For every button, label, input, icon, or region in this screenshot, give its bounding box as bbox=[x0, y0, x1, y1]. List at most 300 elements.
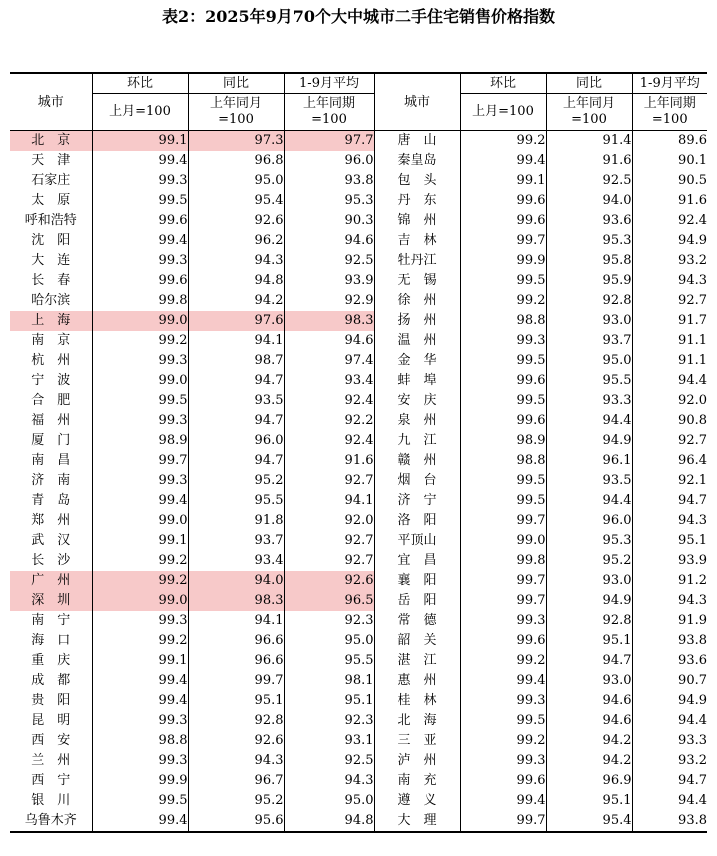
avg-value-right: 95.1 bbox=[632, 531, 707, 551]
yoy-value-right: 94.2 bbox=[546, 751, 632, 771]
yoy-value-left: 94.3 bbox=[188, 751, 284, 771]
city-name-right: 无 锡 bbox=[374, 271, 460, 291]
yoy-value-right: 94.6 bbox=[546, 711, 632, 731]
table-row bbox=[10, 391, 707, 411]
yoy-base-right-text: 上年同月=100 bbox=[562, 96, 615, 127]
city-name-left: 长 沙 bbox=[31, 553, 71, 568]
mom-value-left: 98.9 bbox=[92, 431, 188, 451]
table-row bbox=[10, 551, 707, 571]
avg-value-right: 94.7 bbox=[632, 771, 707, 791]
yoy-value-left: 99.7 bbox=[188, 671, 284, 691]
mom-value-left: 99.4 bbox=[92, 491, 188, 511]
yoy-value-right: 95.1 bbox=[546, 791, 632, 811]
table-row bbox=[10, 351, 707, 371]
city-name-left: 合 肥 bbox=[31, 393, 71, 408]
avg-value-left: 91.6 bbox=[284, 451, 374, 471]
yoy-value-right: 96.1 bbox=[546, 451, 632, 471]
yoy-value-right: 95.2 bbox=[546, 551, 632, 571]
yoy-value-right: 91.4 bbox=[546, 131, 632, 152]
mom-value-left: 99.3 bbox=[92, 411, 188, 431]
avg-value-left: 92.7 bbox=[284, 471, 374, 491]
yoy-value-left: 95.1 bbox=[188, 691, 284, 711]
city-name-right: 大 理 bbox=[374, 811, 460, 832]
avg-value-left: 97.4 bbox=[284, 351, 374, 371]
avg-base-left-text: 上年同期=100 bbox=[302, 96, 355, 127]
avg-value-right: 91.6 bbox=[632, 191, 707, 211]
yoy-value-right: 95.3 bbox=[546, 231, 632, 251]
avg-value-left: 92.4 bbox=[284, 431, 374, 451]
yoy-value-right: 92.5 bbox=[546, 171, 632, 191]
city-name-right: 唐 山 bbox=[374, 131, 460, 152]
mom-value-left: 99.3 bbox=[92, 611, 188, 631]
city-name-left: 重 庆 bbox=[31, 653, 71, 668]
city-name-left: 兰 州 bbox=[31, 753, 71, 768]
yoy-value-left: 95.4 bbox=[188, 191, 284, 211]
avg-value-left: 92.4 bbox=[284, 391, 374, 411]
mom-value-left: 99.5 bbox=[92, 191, 188, 211]
avg-value-right: 93.9 bbox=[632, 551, 707, 571]
mom-value-left: 99.6 bbox=[92, 211, 188, 231]
avg-value-right: 94.3 bbox=[632, 511, 707, 531]
city-name-left: 哈尔滨 bbox=[31, 293, 71, 308]
avg-value-right: 90.5 bbox=[632, 171, 707, 191]
avg-value-right: 94.9 bbox=[632, 231, 707, 251]
city-name-right: 泸 州 bbox=[374, 751, 460, 771]
avg-value-left: 96.0 bbox=[284, 151, 374, 171]
mom-value-right: 99.6 bbox=[460, 371, 546, 391]
table-row bbox=[10, 371, 707, 391]
avg-value-left: 93.8 bbox=[284, 171, 374, 191]
yoy-value-left: 94.8 bbox=[188, 271, 284, 291]
yoy-value-right: 95.5 bbox=[546, 371, 632, 391]
table-row bbox=[10, 751, 707, 771]
table-row bbox=[10, 411, 707, 431]
city-name-left: 石家庄 bbox=[31, 173, 71, 188]
avg-value-right: 94.4 bbox=[632, 711, 707, 731]
yoy-value-right: 94.9 bbox=[546, 431, 632, 451]
mom-value-left: 99.2 bbox=[92, 551, 188, 571]
yoy-value-right: 95.0 bbox=[546, 351, 632, 371]
city-name-left: 昆 明 bbox=[31, 713, 71, 728]
mom-value-right: 98.8 bbox=[460, 451, 546, 471]
table-row bbox=[10, 491, 707, 511]
yoy-value-left: 93.5 bbox=[188, 391, 284, 411]
mom-value-left: 99.2 bbox=[92, 631, 188, 651]
city-name-right: 湛 江 bbox=[374, 651, 460, 671]
avg-value-right: 91.1 bbox=[632, 331, 707, 351]
yoy-base-right bbox=[546, 94, 632, 131]
avg-value-left: 97.7 bbox=[284, 131, 374, 152]
yoy-value-left: 94.0 bbox=[188, 571, 284, 591]
city-name-right: 九 江 bbox=[374, 431, 460, 451]
city-name-left: 南 昌 bbox=[31, 453, 71, 468]
yoy-value-left: 92.6 bbox=[188, 211, 284, 231]
avg-value-left: 92.7 bbox=[284, 551, 374, 571]
avg-value-right: 90.8 bbox=[632, 411, 707, 431]
table-row bbox=[10, 671, 707, 691]
city-name-right: 岳 阳 bbox=[374, 591, 460, 611]
yoy-value-left: 94.1 bbox=[188, 331, 284, 351]
yoy-value-right: 92.8 bbox=[546, 291, 632, 311]
mom-value-right: 99.4 bbox=[460, 671, 546, 691]
yoy-header-right: 同比 bbox=[546, 73, 632, 94]
mom-value-left: 99.3 bbox=[92, 751, 188, 771]
mom-value-left: 99.3 bbox=[92, 711, 188, 731]
mom-value-right: 99.2 bbox=[460, 291, 546, 311]
table-row bbox=[10, 791, 707, 811]
mom-value-right: 99.5 bbox=[460, 471, 546, 491]
yoy-value-right: 95.8 bbox=[546, 251, 632, 271]
mom-value-left: 99.5 bbox=[92, 391, 188, 411]
avg-value-left: 98.1 bbox=[284, 671, 374, 691]
city-name-left: 呼和浩特 bbox=[24, 213, 77, 228]
mom-value-left: 99.0 bbox=[92, 591, 188, 611]
yoy-value-right: 93.5 bbox=[546, 471, 632, 491]
table-body bbox=[10, 131, 707, 833]
table-row bbox=[10, 151, 707, 171]
avg-value-right: 89.6 bbox=[632, 131, 707, 152]
mom-base-right: 上月=100 bbox=[460, 94, 546, 131]
avg-value-right: 93.8 bbox=[632, 811, 707, 832]
city-name-left: 天 津 bbox=[31, 153, 71, 168]
mom-value-right: 99.5 bbox=[460, 491, 546, 511]
mom-value-left: 99.4 bbox=[92, 691, 188, 711]
city-header-left: 城市 bbox=[10, 73, 92, 131]
table-row bbox=[10, 591, 707, 611]
avg-value-right: 91.9 bbox=[632, 611, 707, 631]
yoy-value-left: 91.8 bbox=[188, 511, 284, 531]
yoy-value-right: 91.6 bbox=[546, 151, 632, 171]
table-row bbox=[10, 291, 707, 311]
table-row bbox=[10, 451, 707, 471]
yoy-base-left bbox=[188, 94, 284, 131]
city-name-left: 大 连 bbox=[31, 253, 71, 268]
city-name-left: 贵 阳 bbox=[31, 693, 71, 708]
mom-value-right: 99.7 bbox=[460, 811, 546, 832]
table-row bbox=[10, 431, 707, 451]
mom-value-left: 99.4 bbox=[92, 231, 188, 251]
city-name-left: 长 春 bbox=[31, 273, 71, 288]
city-name-left: 成 都 bbox=[31, 673, 71, 688]
mom-value-left: 99.6 bbox=[92, 271, 188, 291]
city-name-left: 沈 阳 bbox=[31, 233, 71, 248]
city-name-right: 韶 关 bbox=[374, 631, 460, 651]
city-name-left: 银 川 bbox=[31, 793, 71, 808]
mom-value-left: 99.9 bbox=[92, 771, 188, 791]
city-name-right: 牡丹江 bbox=[374, 251, 460, 271]
city-name-right: 安 庆 bbox=[374, 391, 460, 411]
city-name-right: 南 充 bbox=[374, 771, 460, 791]
avg-value-right: 94.7 bbox=[632, 491, 707, 511]
yoy-value-right: 95.3 bbox=[546, 531, 632, 551]
yoy-header-left: 同比 bbox=[188, 73, 284, 94]
page-title: 表2：2025年9月70个大中城市二手住宅销售价格指数 bbox=[161, 7, 556, 26]
mom-value-left: 99.0 bbox=[92, 511, 188, 531]
city-name-left: 西 宁 bbox=[31, 773, 71, 788]
avg-value-left: 92.5 bbox=[284, 251, 374, 271]
avg-value-left: 94.6 bbox=[284, 331, 374, 351]
city-name-left: 杭 州 bbox=[31, 353, 71, 368]
mom-value-right: 99.7 bbox=[460, 591, 546, 611]
avg-value-right: 92.7 bbox=[632, 291, 707, 311]
mom-value-left: 99.0 bbox=[92, 371, 188, 391]
city-name-right: 赣 州 bbox=[374, 451, 460, 471]
avg-value-right: 96.4 bbox=[632, 451, 707, 471]
mom-value-right: 99.5 bbox=[460, 271, 546, 291]
mom-value-right: 99.8 bbox=[460, 551, 546, 571]
avg-value-left: 92.2 bbox=[284, 411, 374, 431]
table-row bbox=[10, 311, 707, 331]
avg-base-left bbox=[284, 94, 374, 131]
mom-value-right: 99.4 bbox=[460, 791, 546, 811]
yoy-value-left: 98.7 bbox=[188, 351, 284, 371]
table-row bbox=[10, 691, 707, 711]
mom-value-left: 99.2 bbox=[92, 571, 188, 591]
city-name-right: 徐 州 bbox=[374, 291, 460, 311]
city-name-left: 乌鲁木齐 bbox=[10, 811, 92, 832]
avg-base-right bbox=[632, 94, 707, 131]
avg-value-right: 94.4 bbox=[632, 371, 707, 391]
avg-value-left: 94.6 bbox=[284, 231, 374, 251]
avg-value-left: 95.0 bbox=[284, 791, 374, 811]
yoy-value-right: 93.0 bbox=[546, 311, 632, 331]
avg-value-left: 92.3 bbox=[284, 611, 374, 631]
table-row bbox=[10, 631, 707, 651]
city-name-left: 西 安 bbox=[31, 733, 71, 748]
avg-value-right: 93.2 bbox=[632, 751, 707, 771]
avg-value-left: 92.9 bbox=[284, 291, 374, 311]
yoy-value-left: 97.3 bbox=[188, 131, 284, 152]
yoy-value-left: 96.6 bbox=[188, 631, 284, 651]
yoy-value-left: 98.3 bbox=[188, 591, 284, 611]
city-name-right: 金 华 bbox=[374, 351, 460, 371]
city-name-right: 桂 林 bbox=[374, 691, 460, 711]
avg-value-left: 96.5 bbox=[284, 591, 374, 611]
avg-value-right: 94.3 bbox=[632, 271, 707, 291]
city-name-right: 包 头 bbox=[374, 171, 460, 191]
city-name-left: 广 州 bbox=[10, 571, 92, 591]
city-name-right: 锦 州 bbox=[374, 211, 460, 231]
yoy-value-right: 93.0 bbox=[546, 671, 632, 691]
city-name-right: 洛 阳 bbox=[374, 511, 460, 531]
city-name-right: 蚌 埠 bbox=[374, 371, 460, 391]
avg-value-left: 95.1 bbox=[284, 691, 374, 711]
yoy-value-right: 95.1 bbox=[546, 631, 632, 651]
yoy-value-right: 94.4 bbox=[546, 491, 632, 511]
avg-value-right: 94.4 bbox=[632, 791, 707, 811]
yoy-value-left: 96.2 bbox=[188, 231, 284, 251]
mom-value-right: 99.3 bbox=[460, 691, 546, 711]
yoy-value-left: 96.7 bbox=[188, 771, 284, 791]
mom-value-right: 98.8 bbox=[460, 311, 546, 331]
avg-value-left: 94.1 bbox=[284, 491, 374, 511]
yoy-value-right: 94.9 bbox=[546, 591, 632, 611]
city-name-left: 北 京 bbox=[10, 131, 92, 152]
mom-value-right: 99.2 bbox=[460, 731, 546, 751]
city-name-right: 襄 阳 bbox=[374, 571, 460, 591]
city-name-right: 宜 昌 bbox=[374, 551, 460, 571]
table-row bbox=[10, 511, 707, 531]
mom-header-left: 环比 bbox=[92, 73, 188, 94]
mom-value-right: 99.3 bbox=[460, 751, 546, 771]
mom-value-right: 99.7 bbox=[460, 231, 546, 251]
mom-base-left: 上月=100 bbox=[92, 94, 188, 131]
yoy-value-right: 93.7 bbox=[546, 331, 632, 351]
avg-value-right: 91.7 bbox=[632, 311, 707, 331]
city-name-right: 惠 州 bbox=[374, 671, 460, 691]
table-row bbox=[10, 211, 707, 231]
city-name-left: 深 圳 bbox=[10, 591, 92, 611]
table-row bbox=[10, 271, 707, 291]
yoy-value-right: 93.6 bbox=[546, 211, 632, 231]
mom-value-right: 99.7 bbox=[460, 511, 546, 531]
avg-base-right-text: 上年同期=100 bbox=[643, 96, 696, 127]
city-name-right: 泉 州 bbox=[374, 411, 460, 431]
yoy-value-left: 95.2 bbox=[188, 471, 284, 491]
city-name-right: 吉 林 bbox=[374, 231, 460, 251]
mom-value-right: 99.6 bbox=[460, 631, 546, 651]
mom-value-right: 99.1 bbox=[460, 171, 546, 191]
mom-value-left: 99.3 bbox=[92, 471, 188, 491]
mom-value-right: 99.3 bbox=[460, 611, 546, 631]
avg-header-right: 1-9月平均 bbox=[632, 73, 707, 94]
table-row bbox=[10, 471, 707, 491]
mom-value-left: 99.1 bbox=[92, 531, 188, 551]
avg-value-left: 92.5 bbox=[284, 751, 374, 771]
city-name-left: 福 州 bbox=[31, 413, 71, 428]
city-name-left: 厦 门 bbox=[31, 433, 71, 448]
yoy-value-left: 94.3 bbox=[188, 251, 284, 271]
city-name-right: 扬 州 bbox=[374, 311, 460, 331]
city-name-right: 三 亚 bbox=[374, 731, 460, 751]
table-row bbox=[10, 811, 707, 832]
avg-value-right: 94.9 bbox=[632, 691, 707, 711]
yoy-value-right: 96.0 bbox=[546, 511, 632, 531]
mom-value-right: 99.2 bbox=[460, 651, 546, 671]
city-name-left: 南 京 bbox=[31, 333, 71, 348]
city-name-left: 青 岛 bbox=[31, 493, 71, 508]
yoy-value-right: 92.8 bbox=[546, 611, 632, 631]
avg-value-right: 93.8 bbox=[632, 631, 707, 651]
avg-value-left: 95.0 bbox=[284, 631, 374, 651]
mom-value-left: 99.3 bbox=[92, 171, 188, 191]
table-row bbox=[10, 171, 707, 191]
avg-value-left: 92.3 bbox=[284, 711, 374, 731]
yoy-value-right: 95.9 bbox=[546, 271, 632, 291]
yoy-value-left: 95.0 bbox=[188, 171, 284, 191]
yoy-value-left: 96.6 bbox=[188, 651, 284, 671]
yoy-value-left: 92.8 bbox=[188, 711, 284, 731]
avg-value-right: 90.7 bbox=[632, 671, 707, 691]
avg-value-right: 93.6 bbox=[632, 651, 707, 671]
avg-value-right: 93.2 bbox=[632, 251, 707, 271]
city-name-right: 温 州 bbox=[374, 331, 460, 351]
city-name-right: 常 德 bbox=[374, 611, 460, 631]
mom-value-right: 99.5 bbox=[460, 391, 546, 411]
table-row bbox=[10, 191, 707, 211]
mom-value-right: 99.6 bbox=[460, 191, 546, 211]
table-row bbox=[10, 231, 707, 251]
mom-header-right: 环比 bbox=[460, 73, 546, 94]
avg-value-right: 90.1 bbox=[632, 151, 707, 171]
mom-value-right: 99.6 bbox=[460, 771, 546, 791]
table-row bbox=[10, 651, 707, 671]
yoy-value-left: 94.2 bbox=[188, 291, 284, 311]
avg-value-right: 92.0 bbox=[632, 391, 707, 411]
avg-value-right: 92.1 bbox=[632, 471, 707, 491]
mom-value-left: 98.8 bbox=[92, 731, 188, 751]
yoy-value-right: 94.4 bbox=[546, 411, 632, 431]
city-name-left: 郑 州 bbox=[31, 513, 71, 528]
city-name-right: 北 海 bbox=[374, 711, 460, 731]
city-name-left: 宁 波 bbox=[31, 373, 71, 388]
yoy-value-right: 95.4 bbox=[546, 811, 632, 832]
yoy-value-left: 96.0 bbox=[188, 431, 284, 451]
yoy-value-left: 95.6 bbox=[188, 811, 284, 832]
mom-value-left: 99.1 bbox=[92, 651, 188, 671]
table-row bbox=[10, 611, 707, 631]
mom-value-right: 99.4 bbox=[460, 151, 546, 171]
avg-value-left: 94.8 bbox=[284, 811, 374, 832]
city-name-right: 烟 台 bbox=[374, 471, 460, 491]
mom-value-right: 99.6 bbox=[460, 211, 546, 231]
mom-value-left: 99.3 bbox=[92, 251, 188, 271]
avg-value-left: 93.1 bbox=[284, 731, 374, 751]
mom-value-left: 99.1 bbox=[92, 131, 188, 152]
yoy-base-left-text: 上年同月=100 bbox=[209, 96, 262, 127]
table-row bbox=[10, 131, 707, 152]
avg-header-left: 1-9月平均 bbox=[284, 73, 374, 94]
city-name-left: 济 南 bbox=[31, 473, 71, 488]
yoy-value-left: 96.8 bbox=[188, 151, 284, 171]
avg-value-left: 98.3 bbox=[284, 311, 374, 331]
yoy-value-right: 93.0 bbox=[546, 571, 632, 591]
yoy-value-right: 94.2 bbox=[546, 731, 632, 751]
mom-value-left: 99.4 bbox=[92, 671, 188, 691]
price-index-table bbox=[10, 72, 707, 833]
mom-value-right: 99.7 bbox=[460, 571, 546, 591]
avg-value-right: 93.3 bbox=[632, 731, 707, 751]
avg-value-left: 92.7 bbox=[284, 531, 374, 551]
yoy-value-left: 94.7 bbox=[188, 371, 284, 391]
yoy-value-left: 93.7 bbox=[188, 531, 284, 551]
avg-value-left: 92.6 bbox=[284, 571, 374, 591]
avg-value-left: 94.3 bbox=[284, 771, 374, 791]
avg-value-right: 94.3 bbox=[632, 591, 707, 611]
mom-value-left: 99.0 bbox=[92, 311, 188, 331]
city-name-right: 秦皇岛 bbox=[374, 151, 460, 171]
mom-value-right: 99.6 bbox=[460, 411, 546, 431]
yoy-value-left: 92.6 bbox=[188, 731, 284, 751]
mom-value-right: 99.2 bbox=[460, 131, 546, 152]
yoy-value-right: 94.6 bbox=[546, 691, 632, 711]
mom-value-right: 99.5 bbox=[460, 711, 546, 731]
avg-value-left: 95.3 bbox=[284, 191, 374, 211]
mom-value-right: 99.5 bbox=[460, 351, 546, 371]
yoy-value-right: 94.0 bbox=[546, 191, 632, 211]
avg-value-left: 90.3 bbox=[284, 211, 374, 231]
yoy-value-left: 94.7 bbox=[188, 411, 284, 431]
avg-value-left: 92.0 bbox=[284, 511, 374, 531]
table-row bbox=[10, 711, 707, 731]
table-row bbox=[10, 531, 707, 551]
table-header bbox=[10, 73, 707, 131]
avg-value-right: 92.7 bbox=[632, 431, 707, 451]
city-name-left: 上 海 bbox=[10, 311, 92, 331]
yoy-value-right: 93.3 bbox=[546, 391, 632, 411]
yoy-value-left: 94.7 bbox=[188, 451, 284, 471]
city-header-right: 城市 bbox=[374, 73, 460, 131]
